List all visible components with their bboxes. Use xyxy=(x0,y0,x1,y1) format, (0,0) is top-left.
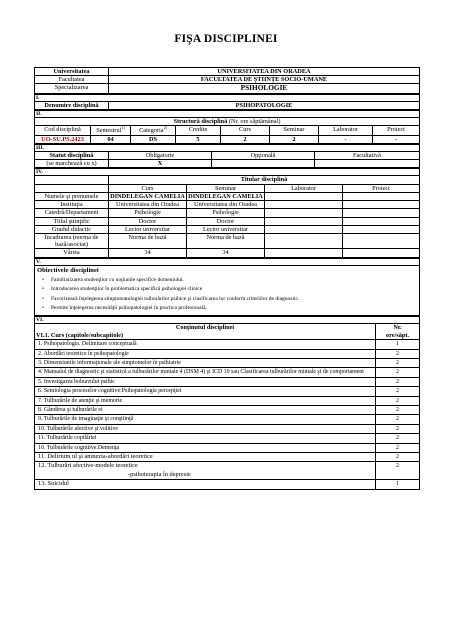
titular-curs-value: Doctor xyxy=(109,217,187,225)
titular-seminar-value: 34 xyxy=(187,249,265,257)
continut-topic xyxy=(35,387,376,396)
section-v-number: V. xyxy=(35,258,420,265)
continut-topic xyxy=(35,443,376,452)
continut-topic xyxy=(35,396,376,405)
titular-seminar-value: Psihologie xyxy=(187,209,265,217)
section-i xyxy=(34,94,420,110)
continut-row xyxy=(35,358,420,367)
continut-row xyxy=(35,377,420,386)
continut-ore: 2 xyxy=(376,387,420,396)
statut-mark-facultativa xyxy=(315,160,420,168)
continut-topic-text: 4. Manualul de diagnostic şi statistică a tulburărilor mintale 4 (DSM 4) şi ICD 10 sau Clasificarea tulburărilor mintale şi de comportament xyxy=(38,369,364,376)
structura-header-label: Credite xyxy=(188,126,208,134)
structura-value-2: DS xyxy=(131,135,176,143)
continut-topic-text: 2. Abordări teoretice în psihopatologie xyxy=(38,350,129,357)
continut-ore: 2 xyxy=(376,434,420,443)
continut-topic xyxy=(35,434,376,443)
continut-ore: 2 xyxy=(376,452,420,461)
continut-topic-text: 11. Delirium ul şi amnezia-abordări teoretice xyxy=(38,452,153,460)
structura-header-label: Proiect xyxy=(387,126,405,134)
structura-title-suffix: (Nr. ore săptămânal) xyxy=(227,118,281,126)
continut-ore: 2 xyxy=(376,424,420,433)
continut-topic-text: 1. Psihopatologia. Delimitare conceptuală xyxy=(38,341,137,348)
titular-seminar-value: Universitatea din Oradea xyxy=(187,201,265,209)
section-vi xyxy=(34,316,420,490)
continut-topic xyxy=(35,480,376,489)
structura-value-6: - xyxy=(319,135,373,143)
continut-topic-text: 11. Tulburările copilăriei xyxy=(38,435,97,442)
continut-topic-text: 5. Investigarea bolnavului psihic xyxy=(38,378,115,385)
denumire-label: Denumire disciplină xyxy=(35,101,109,109)
universitatea-value: UNIVERSITATEA DIN ORADEA xyxy=(109,68,420,76)
continut-row xyxy=(35,452,420,461)
facultatea-value: FACULTATEA DE ŞTIINŢE SOCIO-UMANE xyxy=(109,76,420,84)
structura-value-7: - xyxy=(373,135,420,143)
continut-ore: 1 xyxy=(376,340,420,349)
continut-topic xyxy=(35,377,376,386)
titular-curs-value: Lector universitar xyxy=(109,225,187,233)
continut-topic xyxy=(35,462,376,480)
continut-row xyxy=(35,443,420,452)
obiectiv-item: • Familiarizarea studenţilor cu noţiunile specifice domeniului. xyxy=(37,276,417,285)
continut-ore: 2 xyxy=(376,462,420,480)
titular-empty-header xyxy=(35,184,109,192)
titular-proiect-value xyxy=(343,192,420,200)
titular-laborator-value xyxy=(265,192,343,200)
obiective-title: Obiectivele disciplinei xyxy=(37,266,99,274)
titular-proiect-value xyxy=(343,201,420,209)
section-iv xyxy=(34,168,420,257)
continut-row xyxy=(35,480,420,489)
continut-row xyxy=(35,340,420,349)
continut-topic-text: 7. Tulburările de atenţie şi memorie xyxy=(38,397,123,404)
continut-topic xyxy=(35,349,376,358)
statut-facultativa: Facultativă xyxy=(315,151,420,159)
continut-row xyxy=(35,396,420,405)
titular-row-label: Instituţia xyxy=(35,201,109,209)
statut-label: Statut disciplină xyxy=(35,151,109,159)
header-table xyxy=(34,67,420,94)
continut-topic xyxy=(35,340,376,349)
continut-ore: 2 xyxy=(376,396,420,405)
section-iii xyxy=(34,144,420,168)
titular-proiect-value xyxy=(343,234,420,249)
continut-topic-text: 3. Dimensiunile informaţionale ale simptomelor în psihiatrie xyxy=(38,359,181,366)
continut-topic xyxy=(35,358,376,367)
structura-header-4 xyxy=(221,126,270,135)
titular-row xyxy=(35,225,420,233)
continut-topic-text: 13. Suicidul xyxy=(38,480,69,488)
obiectiv-item: • Favorizează înţelegerea simptomatologiei tulburărilor psihice şi clasificarea lor conform criteriilor de diagnostic. xyxy=(37,295,417,304)
titular-col-laborator: Laborator xyxy=(265,184,343,192)
titular-row xyxy=(35,201,420,209)
titular-row-label: Titlul ştiinţific xyxy=(35,217,109,225)
titular-seminar-value: Lector universitar xyxy=(187,225,265,233)
continut-row xyxy=(35,368,420,377)
continut-ore: 2 xyxy=(376,377,420,386)
structura-value-0: UO-SU.PS.2423 xyxy=(35,135,91,143)
structura-header-label: Cod disciplină xyxy=(44,126,81,134)
obiectiv-item: • Introducerea studenţilor în problematica specifică psihologiei clinice xyxy=(37,285,417,294)
titular-title: Titular disciplină xyxy=(109,176,420,184)
structura-title-main: Structură disciplină xyxy=(173,118,228,126)
titular-row-label: Numele şi prenumele xyxy=(35,192,109,200)
titular-laborator-value xyxy=(265,234,343,249)
titular-seminar-value: Norma de bază xyxy=(187,234,265,249)
continut-topic-text: 6. Semiologia proceselor cognitive:Psihopatologia percepţiei xyxy=(38,388,182,395)
structura-header-5 xyxy=(270,126,319,135)
statut-optionala: Opţională xyxy=(212,151,315,159)
continut-topic xyxy=(35,424,376,433)
titular-col-curs: Curs xyxy=(109,184,187,192)
titular-laborator-value xyxy=(265,225,343,233)
specializarea-label: Specializarea xyxy=(35,84,109,93)
continut-row xyxy=(35,462,420,480)
statut-mark-obligatorie: X xyxy=(109,160,212,168)
denumire-value: PSIHOPATOLOGIE xyxy=(109,101,420,109)
titular-proiect-value xyxy=(343,217,420,225)
titular-seminar-value: Doctor xyxy=(187,217,265,225)
structura-header-6 xyxy=(319,126,373,135)
specializarea-value: PSIHOLOGIE xyxy=(109,84,420,93)
section-iii-number: III. xyxy=(35,144,420,151)
continut-topic-subline: -psihoterapia în depresie xyxy=(128,470,191,478)
titular-row xyxy=(35,217,420,225)
ore-label: ore/săpt. xyxy=(376,332,420,340)
structura-header-1 xyxy=(91,126,131,135)
titular-curs-value: Psihologie xyxy=(109,209,187,217)
continut-topic xyxy=(35,368,376,377)
structura-header-label: Curs xyxy=(239,126,251,134)
structura-header-2 xyxy=(131,126,176,135)
structura-header-3 xyxy=(176,126,221,135)
titular-laborator-value xyxy=(265,217,343,225)
continut-row xyxy=(35,424,420,433)
continut-ore: 1 xyxy=(376,480,420,489)
continut-row xyxy=(35,349,420,358)
structura-title xyxy=(35,118,420,126)
titular-row-label: Gradul didactic xyxy=(35,225,109,233)
structura-value-5: 2 xyxy=(270,135,319,143)
continut-topic xyxy=(35,452,376,461)
titular-curs-value: Norma de bază xyxy=(109,234,187,249)
continut-ore: 2 xyxy=(376,368,420,377)
universitatea-label: Universitatea xyxy=(35,68,109,76)
titular-curs-value: DINDELEGAN CAMELIA xyxy=(110,192,185,200)
titular-laborator-value xyxy=(265,249,343,257)
continut-ore: 2 xyxy=(376,415,420,424)
section-ii-number: II. xyxy=(35,111,420,118)
statut-mark-optionala xyxy=(212,160,315,168)
continut-topic-text: 8. Gândirea şi tulburările ei xyxy=(38,406,103,413)
structura-header-0 xyxy=(35,126,91,135)
continut-topic-text: 10. Tulburările cognitive.Demenţa xyxy=(38,444,120,451)
titular-curs-value: 34 xyxy=(109,249,187,257)
continut-ore: 2 xyxy=(376,358,420,367)
continut-row xyxy=(35,405,420,414)
titular-row-label: Încadrarea (norma de bază/asociat) xyxy=(35,234,109,249)
titular-row xyxy=(35,209,420,217)
structura-header-note: 2) xyxy=(163,125,167,131)
titular-seminar-value: DINDELEGAN CAMELIA xyxy=(188,192,263,200)
continut-title: Conţinutul disciplinei xyxy=(35,324,376,332)
structura-header-note: 1) xyxy=(121,125,125,131)
titular-laborator-value xyxy=(265,201,343,209)
statut-obligatorie: Obligatorie xyxy=(109,151,212,159)
titular-col-seminar: Seminar xyxy=(187,184,265,192)
structura-value-1: 04 xyxy=(91,135,131,143)
continut-topic-text: 10. Tulburările afective şi volitive xyxy=(38,425,119,432)
nr-label: Nr. xyxy=(376,324,420,332)
continut-ore: 2 xyxy=(376,405,420,414)
continut-topic xyxy=(35,415,376,424)
titular-row xyxy=(35,234,420,249)
section-v xyxy=(34,258,420,316)
structura-header-label: Laborator xyxy=(333,126,358,134)
section-i-number: I. xyxy=(35,94,420,101)
curs-subtitle: VI.1. Curs (capitole/subcapitole) xyxy=(35,332,376,340)
course-sheet xyxy=(34,67,420,490)
titular-col-proiect: Proiect xyxy=(343,184,420,192)
continut-row xyxy=(35,415,420,424)
continut-row xyxy=(35,434,420,443)
structura-header-label: Semestrul xyxy=(96,127,122,135)
structura-header-label: Categoria xyxy=(139,127,164,135)
structura-header-label: Seminar xyxy=(283,126,305,134)
titular-proiect-value xyxy=(343,209,420,217)
page-title: FIŞA DISCIPLINEI xyxy=(174,33,278,45)
titular-curs-value: Universitatea din Oradea xyxy=(109,201,187,209)
obiective-box xyxy=(35,265,420,315)
titular-row xyxy=(35,249,420,257)
titular-proiect-value xyxy=(343,249,420,257)
titular-row xyxy=(35,192,420,200)
titular-spacer xyxy=(35,176,109,184)
titular-row-label: Vârsta xyxy=(35,249,109,257)
continut-ore: 2 xyxy=(376,349,420,358)
structura-header-7 xyxy=(373,126,420,135)
continut-topic-text: 9. Tulburările de imaginaţie şi conştiinţă xyxy=(38,416,134,423)
section-iv-number: IV. xyxy=(35,169,420,176)
statut-sublabel: (se marchează cu x) xyxy=(35,160,109,168)
titular-laborator-value xyxy=(265,209,343,217)
continut-ore: 2 xyxy=(376,443,420,452)
continut-row xyxy=(35,387,420,396)
titular-proiect-value xyxy=(343,225,420,233)
continut-topic-text: 12. Tulburări afective-modele teoretice xyxy=(38,462,138,470)
obiectiv-item: • Permite înţelegerea necesităţii psihopatologiei în practica profesională. xyxy=(37,304,417,313)
structura-value-3: 5 xyxy=(176,135,221,143)
structura-value-4: 2 xyxy=(221,135,270,143)
continut-topic xyxy=(35,405,376,414)
section-vi-number: VI. xyxy=(35,317,420,324)
facultatea-label: Facultatea xyxy=(35,76,109,84)
titular-row-label: Catedră/Departament xyxy=(35,209,109,217)
section-ii xyxy=(34,110,420,144)
